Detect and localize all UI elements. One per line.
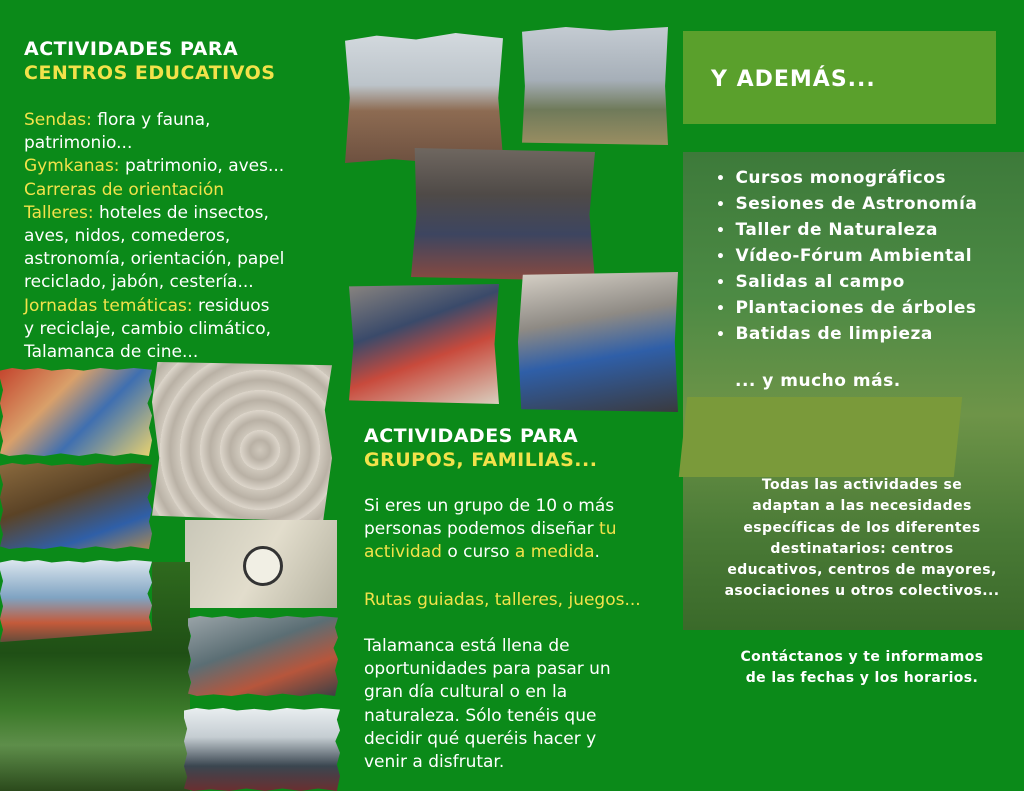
left-activity-highlight: Carreras de orientación xyxy=(24,179,225,200)
photo-pine-cones-table xyxy=(0,463,152,549)
left-activity-text: Talamanca de cine... xyxy=(24,342,199,363)
para2-line6: venir a disfrutar. xyxy=(364,752,505,773)
left-activity-line xyxy=(24,202,334,225)
para1-line3-text: o curso xyxy=(441,542,515,563)
para1-line3 xyxy=(364,541,684,564)
photo-compass-map xyxy=(185,520,337,608)
photo-flying-birds xyxy=(522,27,668,145)
adapt-line: específicas de los diferentes xyxy=(743,519,981,536)
para1-line2-text: personas podemos diseñar xyxy=(364,519,600,540)
left-activity-line xyxy=(24,318,334,341)
para2-line4: naturaleza. Sólo tenéis que xyxy=(364,705,597,726)
left-activity-line xyxy=(24,341,334,364)
contact-line: de las fechas y los horarios. xyxy=(745,670,979,686)
left-activity-highlight: Gymkanas: xyxy=(24,156,120,177)
left-heading xyxy=(24,37,275,85)
left-activity-text: reciclado, jabón, cestería... xyxy=(24,272,254,293)
photo-kids-projects-table xyxy=(518,272,678,412)
left-activity-line xyxy=(24,109,334,132)
left-heading-line1: ACTIVIDADES PARA xyxy=(24,38,239,60)
left-activity-text: patrimonio, aves... xyxy=(119,156,285,177)
left-activity-line xyxy=(24,155,334,178)
left-activity-line xyxy=(24,271,334,294)
photo-church-tower xyxy=(345,33,503,163)
left-heading-line2: CENTROS EDUCATIVOS xyxy=(24,62,276,84)
left-activity-text: flora y fauna, xyxy=(91,110,211,130)
left-activity-line xyxy=(24,179,334,202)
classroom-table xyxy=(679,397,962,477)
extra-item: • Salidas al campo xyxy=(716,270,977,296)
left-activity-list xyxy=(24,109,334,364)
adapt-line: Todas las actividades se xyxy=(761,477,963,493)
banner-y-ademas xyxy=(683,31,996,124)
para1-line3-highlight: actividad xyxy=(364,542,442,563)
para2-line5: decidir qué queréis hacer y xyxy=(364,728,597,749)
left-activity-line xyxy=(24,248,334,271)
adapt-line: asociaciones u otros colectivos... xyxy=(724,583,1000,600)
middle-heading-line2: GRUPOS, FAMILIAS... xyxy=(364,449,598,471)
adapt-line: educativos, centros de mayores, xyxy=(727,562,997,579)
extra-item: • Batidas de limpieza xyxy=(716,322,977,348)
photo-indoor-group xyxy=(188,616,338,696)
photo-workshop-adults xyxy=(349,284,499,404)
middle-heading xyxy=(364,424,597,472)
para1-line2 xyxy=(364,518,684,541)
left-activity-highlight: Jornadas temáticas: xyxy=(24,295,193,316)
left-activity-text: aves, nidos, comederos, xyxy=(24,226,231,247)
middle-heading-line1: ACTIVIDADES PARA xyxy=(364,425,579,447)
extra-item: • Vídeo-Fórum Ambiental xyxy=(716,244,977,270)
extra-item: • Sesiones de Astronomía xyxy=(716,192,977,218)
para1-line3-end: . xyxy=(594,542,600,563)
left-activity-text: residuos xyxy=(192,295,270,316)
adapt-line: destinatarios: centros xyxy=(770,540,954,557)
para2-line3: gran día cultural o en la xyxy=(364,682,568,703)
contact-line: Contáctanos y te informamos xyxy=(740,649,984,665)
adaptation-note xyxy=(700,475,1024,603)
left-activity-text: astronomía, orientación, papel xyxy=(24,249,285,270)
extra-item: • Taller de Naturaleza xyxy=(716,218,977,244)
photo-stone-carving xyxy=(152,362,332,522)
banner-title: Y ADEMÁS... xyxy=(711,67,876,92)
middle-talamanca-paragraph xyxy=(364,635,684,774)
photo-group-with-birdhouses xyxy=(411,148,595,281)
compass-icon xyxy=(243,546,283,586)
left-activity-highlight: Sendas: xyxy=(24,110,92,130)
adapt-line: adaptan a las necesidades xyxy=(752,498,972,515)
left-activity-text: y reciclaje, cambio climático, xyxy=(24,318,272,339)
para1-line2-highlight: tu xyxy=(599,519,617,540)
left-activity-text: patrimonio... xyxy=(24,133,133,154)
para1-line3-highlight2: a medida xyxy=(514,542,595,563)
para2-line1: Talamanca está llena de xyxy=(364,636,570,656)
and-much-more: ... y mucho más. xyxy=(735,371,901,391)
extra-item: • Plantaciones de árboles xyxy=(716,296,977,322)
contact-note xyxy=(700,647,1024,689)
photo-children-workshop xyxy=(0,368,152,456)
left-activity-highlight: Talleres: xyxy=(24,202,94,223)
left-activity-line xyxy=(24,295,334,318)
photo-audience xyxy=(184,708,340,791)
extra-activities-list xyxy=(716,166,977,348)
photo-classroom-kids xyxy=(0,560,152,644)
middle-group-paragraph xyxy=(364,495,684,565)
extra-item: • Cursos monográficos xyxy=(716,166,977,192)
left-activity-text: hoteles de insectos, xyxy=(93,202,269,223)
para1-line1: Si eres un grupo de 10 o más xyxy=(364,496,615,516)
left-activity-line xyxy=(24,225,334,248)
left-activity-line xyxy=(24,132,334,155)
para2-line2: oportunidades para pasar un xyxy=(364,659,611,680)
middle-rutas-line: Rutas guiadas, talleres, juegos... xyxy=(364,590,641,610)
